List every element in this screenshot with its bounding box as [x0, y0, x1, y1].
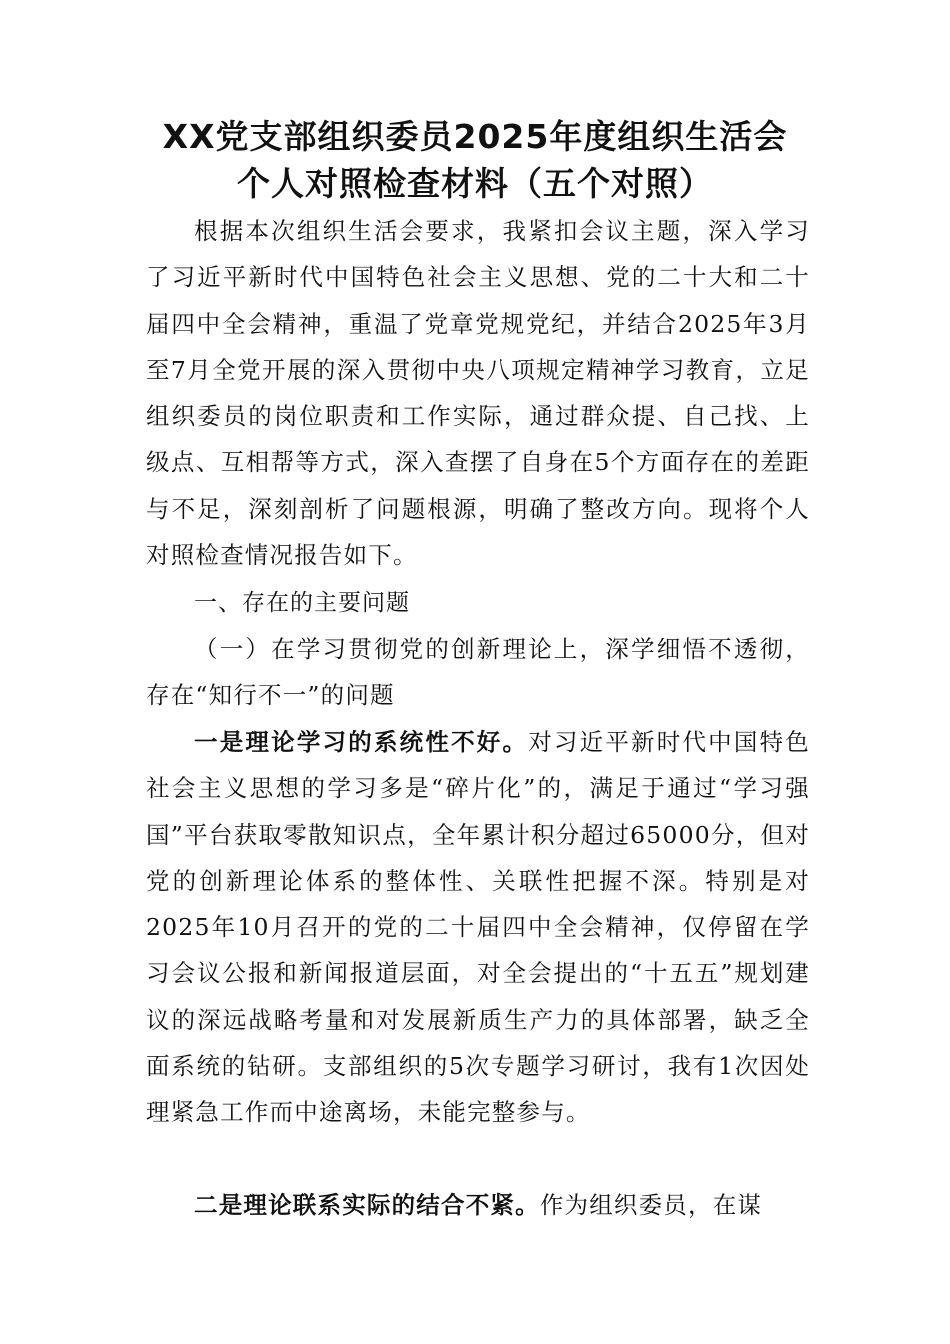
document-title-line-1: XX党支部组织委员2025年度组织生活会	[162, 117, 788, 156]
document-title-line-2: 个人对照检查材料（五个对照）	[237, 164, 713, 203]
section-heading-problems: 一、存在的主要问题	[194, 590, 410, 616]
intro-paragraph: 根据本次组织生活会要求，我紧扣会议主题，深入学习了习近平新时代中国特色社会主义思想、党的二十大和二十届四中全会精神，重温了党章党规党纪，并结合2025年3月至7月全党开展的深入贯彻中央八项规定精神学习教育，立足组织委员的岗位职责和工作实际，通过群众提、自己找、上级点、互相帮等方式，深入查摆了自身在5个方面存在的差距与不足，深刻剖析了问题根源，明确了整改方向。现将个人对照检查情况报告如下。	[146, 217, 810, 570]
paragraph-point-2	[146, 1182, 810, 1228]
point-1-lead: 一是理论学习的系统性不好。	[194, 728, 529, 756]
subsection-heading-1: （一）在学习贯彻党的创新理论上，深学细悟不透彻，存在“知行不一”的问题	[146, 635, 810, 710]
paragraph-point-1	[146, 719, 810, 1136]
point-2-lead: 二是理论联系实际的结合不紧。	[194, 1191, 540, 1219]
point-1-text: 对习近平新时代中国特色社会主义思想的学习多是“碎片化”的，满足于通过“学习强国”平台获取零散知识点，全年累计积分超过65000分，但对党的创新理论体系的整体性、关联性把握不深。特别是对2025年10月召开的党的二十届四中全会精神，仅停留在学习会议公报和新闻报道层面，对全会提出的“十五五”规划建议的深远战略考量和对发展新质生产力的具体部署，缺乏全面系统的钻研。支部组织的5次专题学习研讨，我有1次因处理紧急工作而中途离场，未能完整参与。	[146, 728, 810, 1127]
point-2-text: 作为组织委员，在谋	[539, 1191, 763, 1219]
